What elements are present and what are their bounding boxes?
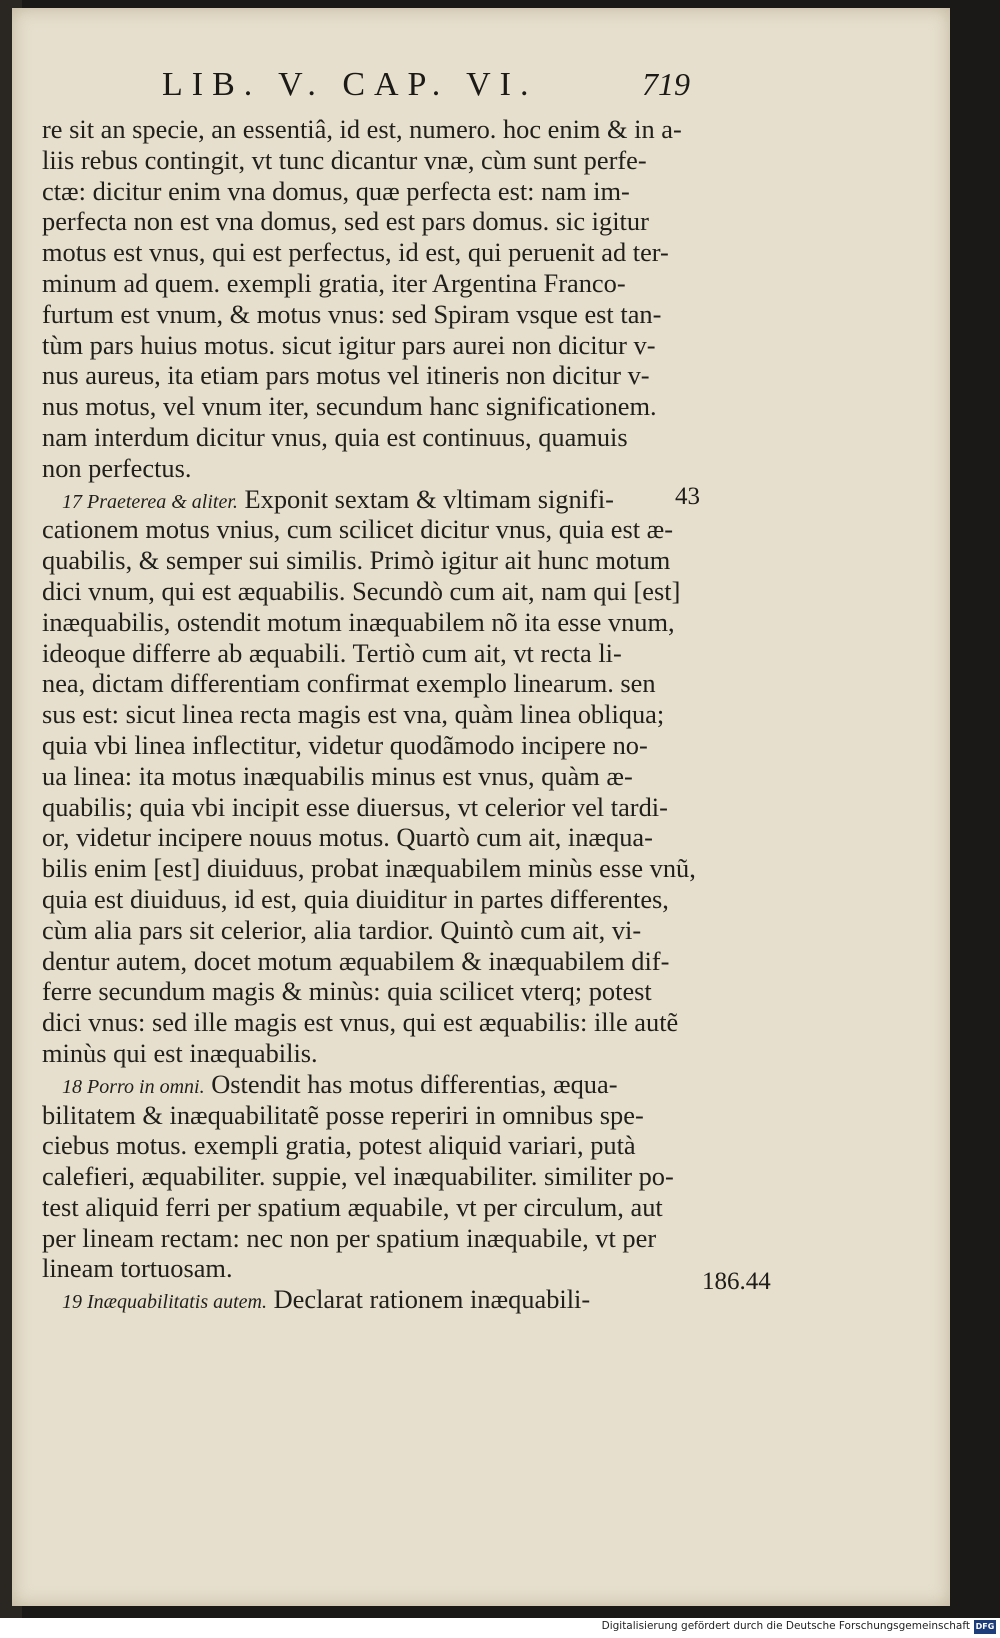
line-text: Declarat rationem inæquabili- xyxy=(267,1284,591,1315)
text-line xyxy=(42,360,704,391)
text-line xyxy=(42,884,704,915)
text-line xyxy=(42,453,704,484)
line-text: perfecta non est vna domus, sed est pars domus. sic igitur xyxy=(42,206,649,237)
text-line xyxy=(42,268,704,299)
line-text: bilitatem & inæquabilitatẽ posse reperiri in omnibus spe- xyxy=(42,1099,644,1130)
text-line xyxy=(42,299,704,330)
text-line xyxy=(42,761,704,792)
line-text: nam interdum dicitur vnus, quia est continuus, quamuis xyxy=(42,421,628,452)
line-text: quabilis, & semper sui similis. Primò igitur ait hunc motum xyxy=(42,545,671,576)
text-line xyxy=(42,853,704,884)
text-line xyxy=(42,1069,704,1100)
line-text: bilis enim [est] diuiduus, probat inæquabilem minùs esse vnũ, xyxy=(42,853,696,884)
text-line xyxy=(42,514,704,545)
line-text: Exponit sextam & vltimam signifi- xyxy=(237,483,614,514)
line-text: dentur autem, docet motum æquabilem & inæquabilem dif- xyxy=(42,945,670,976)
text-line xyxy=(42,330,704,361)
text-line xyxy=(42,237,704,268)
line-text: Ostendit has motus differentias, æqua- xyxy=(204,1068,618,1099)
text-line xyxy=(42,176,704,207)
line-text: quabilis; quia vbi incipit esse diuersus, vt celerior vel tardi- xyxy=(42,791,668,822)
text-line xyxy=(42,1192,704,1223)
line-text: calefieri, æquabiliter. suppie, vel inæquabiliter. similiter po- xyxy=(42,1161,674,1192)
text-line xyxy=(42,391,704,422)
line-text: minùs qui est inæquabilis. xyxy=(42,1037,318,1068)
line-text: nus aureus, ita etiam pars motus vel itineris non dicitur v- xyxy=(42,360,650,391)
line-text: nea, dictam differentiam confirmat exemplo linearum. sen xyxy=(42,668,656,699)
text-line xyxy=(42,668,704,699)
line-text: quia est diuiduus, id est, quia diuiditur in partes differentes, xyxy=(42,883,669,914)
text-line xyxy=(42,638,704,669)
text-line xyxy=(42,946,704,977)
line-text: motus est vnus, qui est perfectus, id est, qui peruenit ad ter- xyxy=(42,237,669,268)
lemma: 17 Praeterea & aliter. xyxy=(62,490,238,513)
text-line xyxy=(42,822,704,853)
line-text: re sit an specie, an essentiâ, id est, numero. hoc enim & in a- xyxy=(42,114,682,144)
margin-note: 43 xyxy=(675,483,700,510)
text-line xyxy=(42,730,704,761)
line-text: liis rebus contingit, vt tunc dicantur vnæ, cùm sunt perfe- xyxy=(42,144,647,175)
text-line xyxy=(42,206,704,237)
line-text: ideoque differre ab æquabili. Tertiò cum ait, vt recta li- xyxy=(42,637,622,668)
text-line xyxy=(42,114,704,145)
line-text: ciebus motus. exempli gratia, potest aliquid variari, putà xyxy=(42,1130,636,1161)
line-text: quia vbi linea inflectitur, videtur quodãmodo incipere no- xyxy=(42,729,648,760)
line-text: furtum est vnum, & motus vnus: sed Spiram vsque est tan- xyxy=(42,298,662,329)
text-line xyxy=(42,1130,704,1161)
text-line xyxy=(42,1100,704,1131)
text-line xyxy=(42,699,704,730)
funding-credit: Digitalisierung gefördert durch die Deutsche Forschungsgemeinschaft xyxy=(601,1620,970,1632)
dfg-logo: DFG xyxy=(974,1620,996,1634)
text-line xyxy=(42,1223,704,1254)
running-title: LIB. V. CAP. VI. xyxy=(162,66,538,103)
line-text: minum ad quem. exempli gratia, iter Argentina Franco- xyxy=(42,267,626,298)
line-text: dici vnum, qui est æquabilis. Secundò cum ait, nam qui [est] xyxy=(42,575,681,606)
lemma: 19 Inæquabilitatis autem. xyxy=(62,1291,267,1314)
text-line xyxy=(42,792,704,823)
line-text: test aliquid ferri per spatium æquabile, vt per circulum, aut xyxy=(42,1191,663,1222)
line-text: ua linea: ita motus inæquabilis minus est vnus, quàm æ- xyxy=(42,760,633,791)
line-text: per lineam rectam: nec non per spatium inæquabile, vt per xyxy=(42,1222,657,1253)
book-page xyxy=(12,8,950,1606)
line-text: inæquabilis, ostendit motum inæquabilem nõ ita esse vnum, xyxy=(42,606,675,637)
text-line xyxy=(42,1161,704,1192)
text-line xyxy=(42,545,704,576)
text-line xyxy=(42,607,704,638)
line-text: sus est: sicut linea recta magis est vna, quàm linea obliqua; xyxy=(42,699,665,730)
line-text: or, videtur incipere nouus motus. Quartò cum ait, inæqua- xyxy=(42,822,653,853)
line-text: cationem motus vnius, cum scilicet dicitur vnus, quia est æ- xyxy=(42,514,674,545)
line-text: ctæ: dicitur enim vna domus, quæ perfecta est: nam im- xyxy=(42,175,630,206)
text-line xyxy=(42,1284,704,1315)
text-line xyxy=(42,145,704,176)
text-line xyxy=(42,1038,704,1069)
text-line xyxy=(42,976,704,1007)
line-text: non perfectus. xyxy=(42,452,192,483)
text-line xyxy=(42,484,704,515)
line-text: lineam tortuosam. xyxy=(42,1253,233,1284)
text-line xyxy=(42,1253,704,1284)
text-line xyxy=(42,915,704,946)
margin-note: 186.44 xyxy=(702,1268,771,1295)
commentary-text xyxy=(42,114,704,1315)
text-line xyxy=(42,576,704,607)
text-line xyxy=(42,1007,704,1038)
line-text: nus motus, vel vnum iter, secundum hanc significationem. xyxy=(42,391,657,422)
line-text: tùm pars huius motus. sicut igitur pars aurei non dicitur v- xyxy=(42,329,656,360)
page-number: 719 xyxy=(642,66,690,102)
line-text: ferre secundum magis & minùs: quia scilicet vterq; potest xyxy=(42,976,652,1007)
line-text: cùm alia pars sit celerior, alia tardior. Quintò cum ait, vi- xyxy=(42,914,642,945)
lemma: 18 Porro in omni. xyxy=(62,1075,205,1098)
line-text: dici vnus: sed ille magis est vnus, qui est æquabilis: ille autẽ xyxy=(42,1007,679,1038)
text-line xyxy=(42,422,704,453)
